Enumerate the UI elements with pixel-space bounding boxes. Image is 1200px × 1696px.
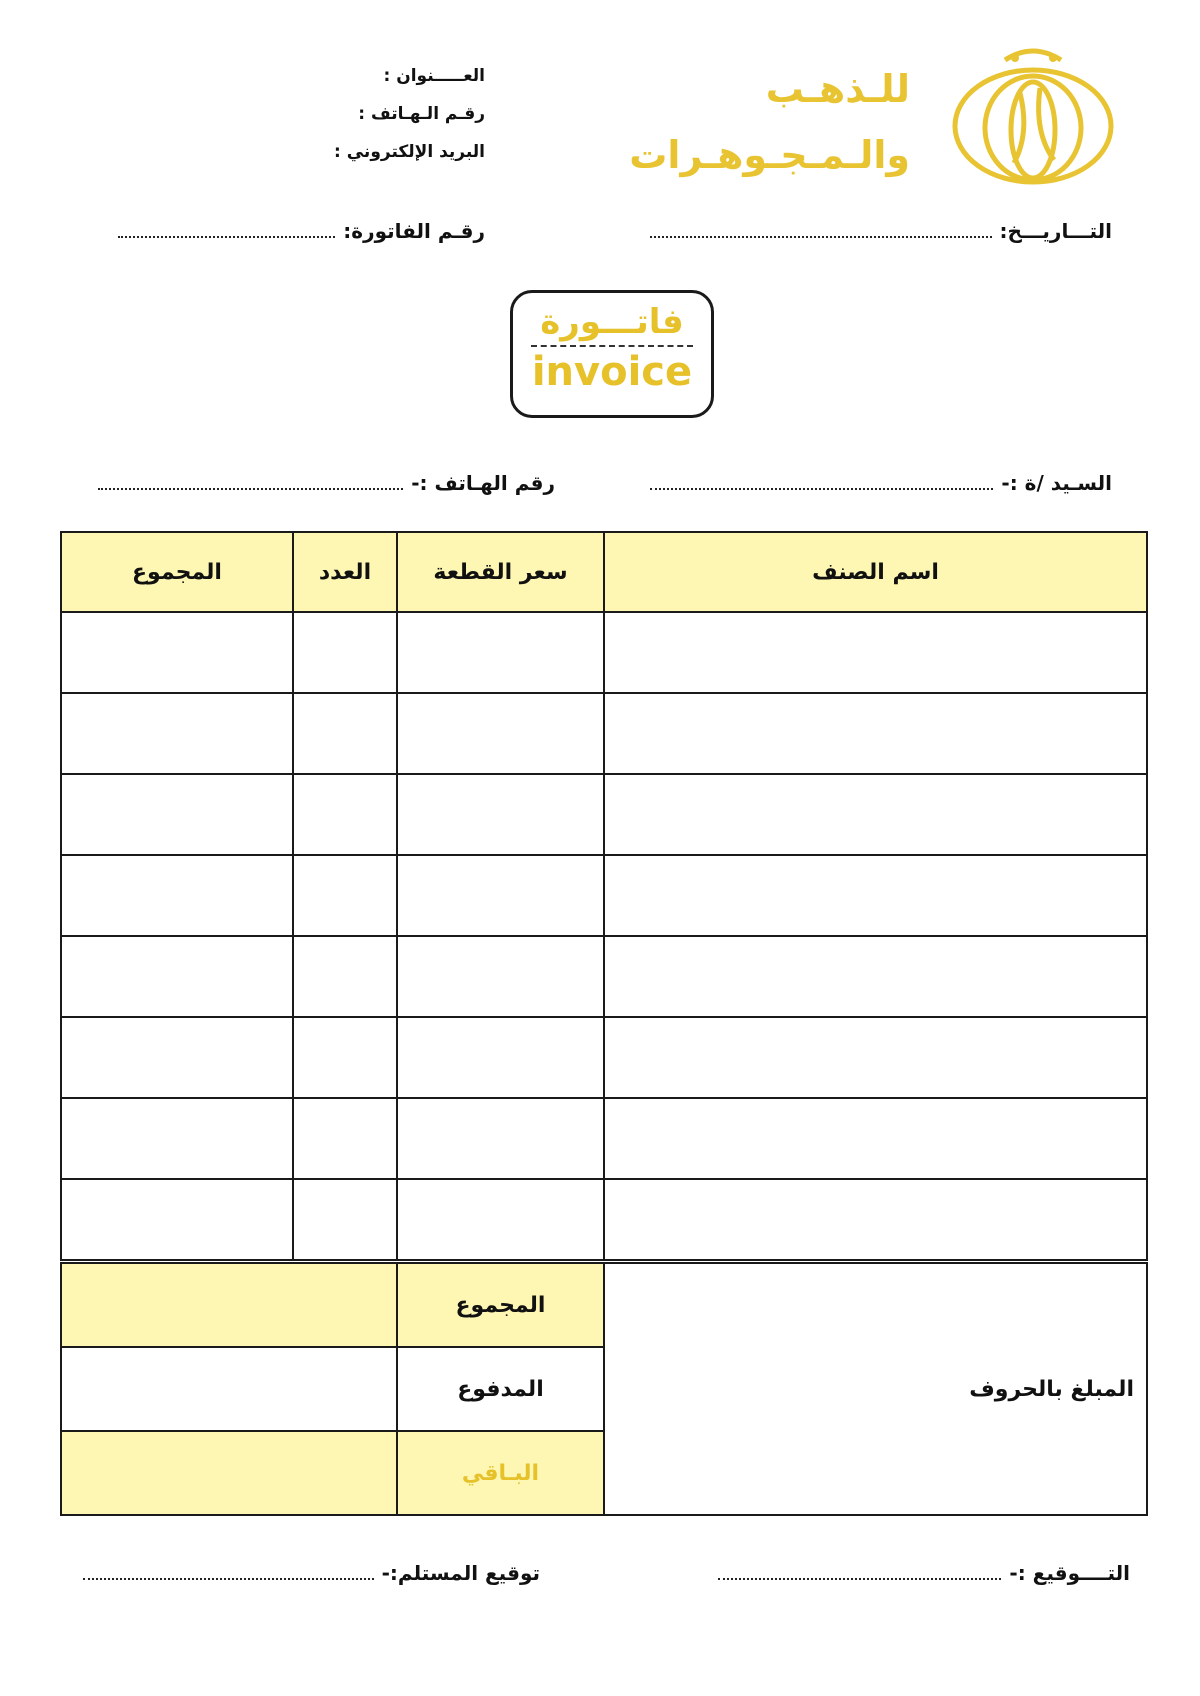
unit-price-cell[interactable] bbox=[397, 855, 604, 936]
signature-label: التــــوقيع :- bbox=[1009, 1561, 1130, 1585]
pumpkin-logo-icon bbox=[945, 48, 1120, 188]
item-name-cell[interactable] bbox=[604, 1017, 1147, 1098]
remaining-label: البـاقي bbox=[397, 1431, 604, 1515]
item-name-cell[interactable] bbox=[604, 774, 1147, 855]
table-row bbox=[61, 936, 1147, 1017]
total-cell[interactable] bbox=[61, 1017, 293, 1098]
totals-table bbox=[60, 1262, 1148, 1516]
receiver-signature-field[interactable] bbox=[75, 1560, 540, 1585]
total-cell[interactable] bbox=[61, 855, 293, 936]
unit-price-cell[interactable] bbox=[397, 1017, 604, 1098]
total-cell[interactable] bbox=[61, 936, 293, 1017]
header-quantity: العدد bbox=[293, 532, 397, 612]
total-cell[interactable] bbox=[61, 1179, 293, 1260]
total-cell[interactable] bbox=[61, 612, 293, 693]
table-row bbox=[61, 1017, 1147, 1098]
header-unit-price: سعر القطعة bbox=[397, 532, 604, 612]
invoice-number-field[interactable] bbox=[110, 218, 485, 243]
receiver-signature-label: توقيع المستلم:- bbox=[381, 1561, 540, 1585]
header-total: المجموع bbox=[61, 532, 293, 612]
customer-name-field[interactable] bbox=[642, 470, 1112, 495]
quantity-cell[interactable] bbox=[293, 936, 397, 1017]
quantity-cell[interactable] bbox=[293, 693, 397, 774]
table-row bbox=[61, 774, 1147, 855]
signature-dotted-line bbox=[718, 1560, 1001, 1580]
table-row bbox=[61, 612, 1147, 693]
items-table bbox=[60, 531, 1148, 1261]
invoice-badge bbox=[510, 290, 714, 418]
company-logo bbox=[945, 48, 1120, 188]
email-label: البريد الإلكتروني : bbox=[334, 142, 485, 162]
customer-phone-dotted-line bbox=[98, 470, 403, 490]
quantity-cell[interactable] bbox=[293, 855, 397, 936]
brand-name-line1: للـذهـب bbox=[765, 67, 910, 111]
phone-label: رقـم الـهـاتف : bbox=[358, 104, 485, 124]
customer-phone-label: رقم الهـاتف :- bbox=[411, 471, 555, 495]
customer-phone-field[interactable] bbox=[90, 470, 555, 495]
remaining-value-cell[interactable] bbox=[61, 1431, 397, 1515]
table-header-row bbox=[61, 532, 1147, 612]
item-name-cell[interactable] bbox=[604, 1179, 1147, 1260]
total-cell[interactable] bbox=[61, 1098, 293, 1179]
unit-price-cell[interactable] bbox=[397, 774, 604, 855]
table-row bbox=[61, 1098, 1147, 1179]
item-name-cell[interactable] bbox=[604, 855, 1147, 936]
total-cell[interactable] bbox=[61, 693, 293, 774]
address-label: العـــــنوان : bbox=[383, 66, 485, 86]
customer-name-label: السـيد /ة :- bbox=[1001, 471, 1112, 495]
item-name-cell[interactable] bbox=[604, 693, 1147, 774]
quantity-cell[interactable] bbox=[293, 1017, 397, 1098]
customer-name-dotted-line bbox=[650, 470, 993, 490]
unit-price-cell[interactable] bbox=[397, 1098, 604, 1179]
invoice-title-english: invoice bbox=[531, 349, 693, 395]
quantity-cell[interactable] bbox=[293, 1098, 397, 1179]
unit-price-cell[interactable] bbox=[397, 936, 604, 1017]
invoice-number-dotted-line bbox=[118, 218, 335, 238]
invoice-title-arabic: فاتـــورة bbox=[540, 302, 684, 342]
paid-value-cell[interactable] bbox=[61, 1347, 397, 1431]
quantity-cell[interactable] bbox=[293, 774, 397, 855]
signature-field[interactable] bbox=[710, 1560, 1130, 1585]
unit-price-cell[interactable] bbox=[397, 693, 604, 774]
total-cell[interactable] bbox=[61, 774, 293, 855]
total-label: المجموع bbox=[397, 1263, 604, 1347]
quantity-cell[interactable] bbox=[293, 1179, 397, 1260]
item-name-cell[interactable] bbox=[604, 936, 1147, 1017]
receiver-signature-dotted-line bbox=[83, 1560, 374, 1580]
total-value-cell[interactable] bbox=[61, 1263, 397, 1347]
amount-in-words-label: المبلغ بالحروف bbox=[969, 1376, 1134, 1402]
quantity-cell[interactable] bbox=[293, 612, 397, 693]
table-row bbox=[61, 1179, 1147, 1260]
invoice-number-label: رقـم الفاتورة: bbox=[343, 219, 485, 243]
paid-label: المدفوع bbox=[397, 1347, 604, 1431]
brand-name-line2: والـمـجـوهـرات bbox=[629, 133, 910, 177]
date-field[interactable] bbox=[642, 218, 1112, 243]
table-row bbox=[61, 693, 1147, 774]
header-item-name: اسم الصنف bbox=[604, 532, 1147, 612]
item-name-cell[interactable] bbox=[604, 1098, 1147, 1179]
unit-price-cell[interactable] bbox=[397, 612, 604, 693]
unit-price-cell[interactable] bbox=[397, 1179, 604, 1260]
amount-in-words-cell[interactable] bbox=[604, 1263, 1147, 1515]
item-name-cell[interactable] bbox=[604, 612, 1147, 693]
table-row bbox=[61, 855, 1147, 936]
date-dotted-line bbox=[650, 218, 992, 238]
date-label: التـــاريـــخ: bbox=[999, 219, 1112, 243]
